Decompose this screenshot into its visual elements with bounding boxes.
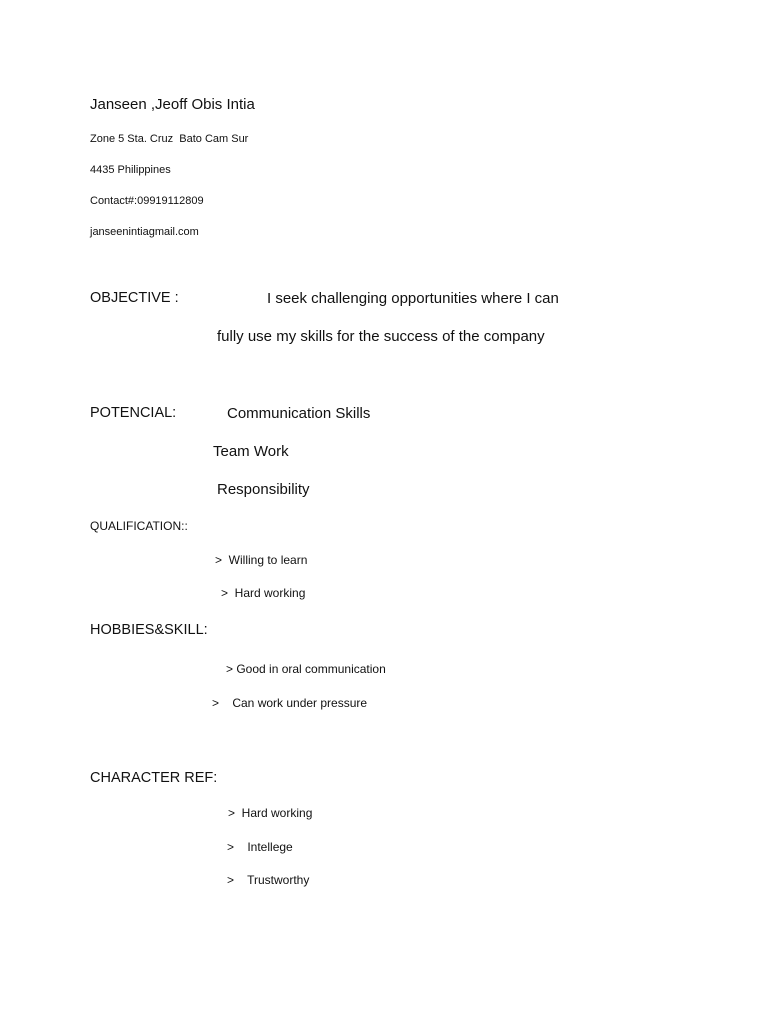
hobbies-skill-label: HOBBIES&SKILL: xyxy=(90,622,208,638)
potencial-label: POTENCIAL: xyxy=(90,405,177,421)
contact-number: Contact#:09919112809 xyxy=(90,195,204,207)
objective-line-2: fully use my skills for the success of the company xyxy=(217,328,545,345)
hobbies-skill-item: > Good in oral communication xyxy=(226,662,386,676)
objective-label: OBJECTIVE : xyxy=(90,290,179,306)
character-ref-item: > Intellege xyxy=(227,840,293,854)
hobbies-skill-item: > Can work under pressure xyxy=(212,696,368,710)
email-address: janseenintiagmail.com xyxy=(90,226,199,238)
potencial-item: Team Work xyxy=(213,443,289,460)
character-ref-label: CHARACTER REF: xyxy=(90,770,218,786)
qualification-item: > Hard working xyxy=(221,586,306,600)
potencial-item: Communication Skills xyxy=(227,405,371,422)
character-ref-item: > Trustworthy xyxy=(227,873,310,887)
applicant-name: Janseen ,Jeoff Obis Intia xyxy=(90,96,255,113)
qualification-label: QUALIFICATION:: xyxy=(90,519,188,533)
potencial-item: Responsibility xyxy=(217,481,310,498)
character-ref-item: > Hard working xyxy=(228,806,313,820)
qualification-item: > Willing to learn xyxy=(215,553,308,567)
address-line-1: Zone 5 Sta. Cruz Bato Cam Sur xyxy=(90,133,249,145)
address-line-2: 4435 Philippines xyxy=(90,164,171,176)
objective-line-1: I seek challenging opportunities where I can xyxy=(267,290,559,307)
